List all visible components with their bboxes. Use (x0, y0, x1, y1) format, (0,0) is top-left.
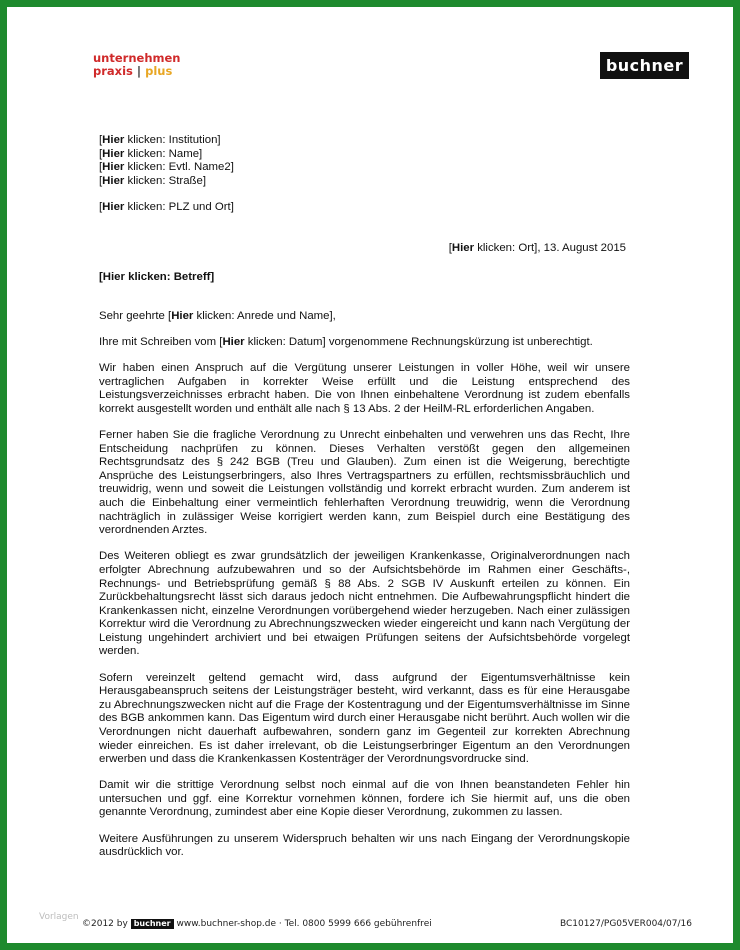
address-line-institution[interactable]: [Hier klicken: Institution] (99, 134, 221, 146)
brand-line-2-praxis: praxis (93, 64, 133, 78)
brand-line-2-plus: plus (145, 64, 173, 78)
intro-paragraph[interactable]: Ihre mit Schreiben vom [Hier klicken: Datum] vorgenommene Rechnungskürzung ist unberechtigt. (99, 336, 593, 349)
footer-code: BC10127/PG05VER004/07/16 (559, 919, 692, 929)
address-line-zip-city[interactable]: [Hier klicken: PLZ und Ort] (99, 201, 234, 213)
salutation[interactable]: Sehr geehrte [Hier klicken: Anrede und Name], (99, 310, 336, 322)
footer-logo: buchner (131, 919, 174, 929)
recipient-address (99, 134, 234, 215)
paragraph-request: Damit wir die strittige Verordnung selbst noch einmal auf die von Ihnen beanstandeten Fehler hin untersuchen und ggf. eine Korrektur vornehmen können, fordere ich Sie hiermit auf, uns die oben genannte Verordnung, zumindest aber eine Kopie dieser Verordnung, zukommen zu lassen. (99, 779, 630, 819)
paragraph-claim: Wir haben einen Anspruch auf die Vergütung unserer Leistungen in voller Höhe, weil wir unsere vertraglichen Aufgaben in korrekter Weise erfüllt und die Leistung entsprechend des Leistungsverzeichnisses erbracht haben. Die von Ihnen einbehaltene Verordnung ist zudem ebenfalls korrekt ausgestellt worden und enthält alle nach § 13 Abs. 2 der HeilM-RL erforderlichen Angaben. (99, 362, 630, 415)
paragraph-storage: Des Weiteren obliegt es zwar grundsätzlich der jeweiligen Krankenkasse, Originalverordnungen nach erfolgter Abrechnung aufzubewahren und so der Aufsichtsbehörde im Rahmen einer Geschäfts-, Rechnungs- und Betriebsprüfung gemäß § 88 Abs. 2 SGB IV Auskunft erteilen zu können. Ein Zurückbehaltungsrecht lässt sich daraus jedoch nicht entnehmen. Die Aufbewahrungspflicht hindert die Krankenkassen nicht, einzelne Verordnungen vorübergehend wieder herzugeben. Nach einer zulässigen Korrektur wird die Verordnung zu Abrechnungszwecken wieder eingereicht und kann nach Vergütung der Leistung ungehindert archiviert und bei etwaigen Prüfungen seitens der Aufsichtsbehörde vorgelegt werden. (99, 550, 630, 658)
brand-line-1: unternehmen (93, 51, 181, 65)
paragraph-reservation: Weitere Ausführungen zu unserem Widerspruch behalten wir uns nach Eingang der Verordnungskopie ausdrücklich vor. (99, 832, 630, 859)
address-line-name[interactable]: [Hier klicken: Name] (99, 147, 203, 160)
paragraph-retention: Ferner haben Sie die fragliche Verordnung zu Unrecht einbehalten und verwehren uns das Recht, Ihre Entscheidung nachprüfen zu können. Dieses Verhalten verstößt gegen den allgemeinen Rechtsgrundsatz des § 242 BGB (Treu und Glauben). Zum einen ist die Weigerung, berechtigte Ansprüche des Leistungserbringers, also Ihres Vertragspartners zu erfüllen, rechtsmissbräuchlich und treuwidrig, wenn und soweit die Leistungen vollständig und korrekt erbracht wurden. Zum anderem ist auch die Einbehaltung einer vermeintlich fehlerhaften Verordnung treuwidrig, wenn die Verordnung nachträglich in zulässiger Weise korrigiert werden kann, zum Beispiel durch eine Bestätigung des verordnenden Arztes. (99, 429, 630, 537)
watermark: Vorlagen (39, 912, 79, 922)
brand-separator: | (136, 64, 142, 78)
date-line[interactable]: [Hier klicken: Ort], 13. August 2015 (448, 242, 626, 254)
brand-wordmark (93, 52, 181, 78)
paragraph-ownership: Sofern vereinzelt geltend gemacht wird, dass aufgrund der Eigentumsverhältnisse kein Herausgabeanspruch seitens der Leistungsträger besteht, wird verkannt, dass es für eine Herausgabe zu Abrechnungszwecken nicht auf die Frage der Kostentragung und der Eigentumsverhältnisse im Sinne des BGB ankommen kann. Das Eigentum wird durch einer Herausgabe nicht berührt. Auch wollen wir die Verordnungen nicht dauerhaft aufbewahren, sondern ganz im Gegenteil zur korrekten Abrechnung wieder einreichen. Es ist daher irrelevant, ob die Leistungserbringer Eigentum an den Verordnungen erwerben und dass die Krankenkassen Kostenträger der Verordnungsvordrucke sind. (99, 671, 630, 766)
address-line-street[interactable]: [Hier klicken: Straße] (99, 174, 207, 187)
footer-left (82, 919, 432, 929)
buchner-logo: buchner (600, 52, 689, 79)
footer-copyright: ©2012 by (82, 919, 128, 929)
letter-body (99, 310, 630, 872)
footer-contact: www.buchner-shop.de · Tel. 0800 5999 666 gebührenfrei (176, 919, 432, 929)
address-line-name2[interactable]: [Hier klicken: Evtl. Name2] (99, 161, 234, 173)
subject-line[interactable]: [Hier klicken: Betreff] (99, 271, 215, 283)
